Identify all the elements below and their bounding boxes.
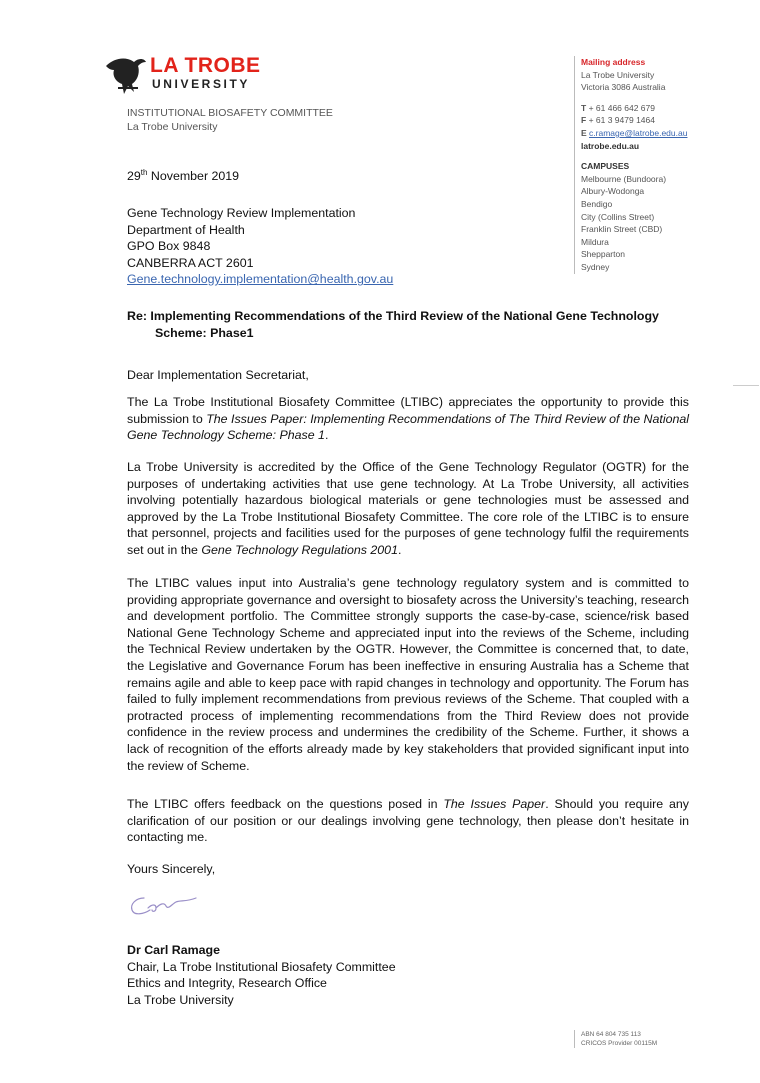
contact-sidebar [574, 56, 741, 274]
signer-title: Ethics and Integrity, Research Office [127, 976, 327, 991]
campus-item: Shepparton [581, 249, 625, 260]
mailing-line: La Trobe University [581, 69, 655, 80]
logo-subtitle: UNIVERSITY [152, 77, 251, 91]
paragraph-text: . Should you require any clarification of our position or our dealings involving gene technology, then please don’t hesitate in contacting me. [127, 797, 689, 845]
campus-item: Mildura [581, 236, 609, 247]
fax-label: F [581, 115, 587, 126]
signer-name: Dr Carl Ramage [127, 943, 220, 957]
recipient-line: Gene Technology Review Implementation [127, 206, 356, 220]
subject-line [127, 308, 689, 341]
letter-date [127, 165, 239, 185]
paragraph-1 [127, 394, 689, 444]
signature-block [127, 942, 396, 1008]
email-link[interactable]: c.ramage@latrobe.edu.au [589, 127, 688, 138]
website-link[interactable]: latrobe.edu.au [581, 140, 640, 151]
phone-line [581, 102, 741, 115]
closing: Yours Sincerely, [127, 862, 216, 876]
recipient-line: Department of Health [127, 222, 245, 237]
paragraph-text: The La Trobe Institutional Biosafety Committee (LTIBC) appreciates the opportunity to provide this submission to [127, 395, 689, 426]
campus-item: Albury-Wodonga [581, 186, 645, 197]
date-rest: November 2019 [147, 169, 240, 184]
paragraph-text: La Trobe University is accredited by the Office of the Gene Technology Regulator (OGTR) for the purposes of undertaking activities that use gene technology. At La Trobe University, all activities involving potentially hazardous biological materials or gene technologies must be assessed and approved by the La Trobe Institutional Biosafety Committee. The core role of the LTIBC is to ensure that personnel, projects and facilities used for the purposes of gene technology fulfil the requirements set out in the [127, 460, 689, 557]
paragraph-text: . [324, 428, 329, 443]
email-line [581, 127, 741, 140]
campus-item: City (Collins Street) [581, 211, 655, 222]
signer-title: La Trobe University [127, 992, 234, 1007]
signer-title: Chair, La Trobe Institutional Biosafety Committee [127, 959, 396, 974]
abn-number: ABN 64 804 735 113 [581, 1031, 641, 1038]
cricos-number: CRICOS Provider 00115M [581, 1040, 658, 1047]
margin-fold-mark [733, 385, 759, 386]
footer-registration [574, 1030, 657, 1048]
campuses-heading: CAMPUSES [581, 161, 630, 172]
signature-image [126, 890, 206, 920]
paragraph-text: The LTIBC offers feedback on the questions posed in [127, 797, 444, 811]
mailing-line: Victoria 3086 Australia [581, 82, 666, 93]
recipient-line: CANBERRA ACT 2601 [127, 255, 254, 270]
department-block [127, 106, 333, 134]
subject-line-1: Re: Implementing Recommendations of the Third Review of the National Gene Technology [127, 309, 659, 323]
date-day: 29 [127, 169, 141, 184]
date-suffix: th [140, 168, 148, 177]
campus-item: Bendigo [581, 198, 613, 209]
mailing-heading: Mailing address [581, 57, 646, 67]
subject-line-2: Scheme: Phase1 [155, 325, 254, 340]
paragraph-2 [127, 459, 689, 559]
logo-title: LA TROBE [150, 54, 261, 77]
recipient-line: GPO Box 9848 [127, 239, 211, 254]
department-name: INSTITUTIONAL BIOSAFETY COMMITTEE [127, 107, 333, 119]
paragraph-text: . [397, 542, 402, 557]
recipient-email-link[interactable]: Gene.technology.implementation@health.gov.au [127, 272, 394, 287]
paragraph-italic: The Issues Paper: Implementing Recommendations of The Third Review of the National Gene Technology Scheme: Phase 1 [127, 411, 689, 443]
campus-item: Sydney [581, 261, 610, 272]
university-logo [104, 52, 274, 96]
campus-item: Franklin Street (CBD) [581, 224, 663, 235]
paragraph-italic: The Issues Paper [443, 797, 546, 811]
salutation: Dear Implementation Secretariat, [127, 368, 309, 382]
paragraph-3: The LTIBC values input into Australia’s gene technology regulatory system and is committed to providing appropriate governance and oversight to biosafety across the University’s teaching, research and development portfolio. The Committee strongly supports the case-by-case, science/risk based National Gene Technology Scheme and appreciated input into the reviews of the Scheme, including the Technical Review undertaken by the OGTR. However, the Committee is concerned that, to date, the Legislative and Governance Forum has been ineffective in ensuring Australia has a Scheme that remains agile and able to keep pace with rapid changes in technology and opportunity. The Forum has failed to fully implement recommendations from previous reviews of the Scheme. That coupled with a protracted process of implementing recommendations from the Third Review does not provide confidence in the review process and undermines the credibility of the Scheme. Further, it shows a lack of recognition of the efforts already made by key stakeholders that provided significant input into the review of Scheme. [127, 576, 689, 773]
recipient-address [127, 205, 393, 288]
phone-number: + 61 466 642 679 [588, 102, 655, 113]
paragraph-italic: Gene Technology Regulations 2001 [201, 542, 398, 557]
email-label: E [581, 127, 587, 138]
institution-name: La Trobe University [127, 121, 218, 133]
fax-line [581, 114, 741, 127]
paragraph-4 [127, 796, 689, 846]
eagle-emblem-icon [104, 52, 148, 96]
fax-number: + 61 3 9479 1464 [588, 115, 655, 126]
phone-label: T [581, 102, 587, 113]
campus-item: Melbourne (Bundoora) [581, 173, 667, 184]
